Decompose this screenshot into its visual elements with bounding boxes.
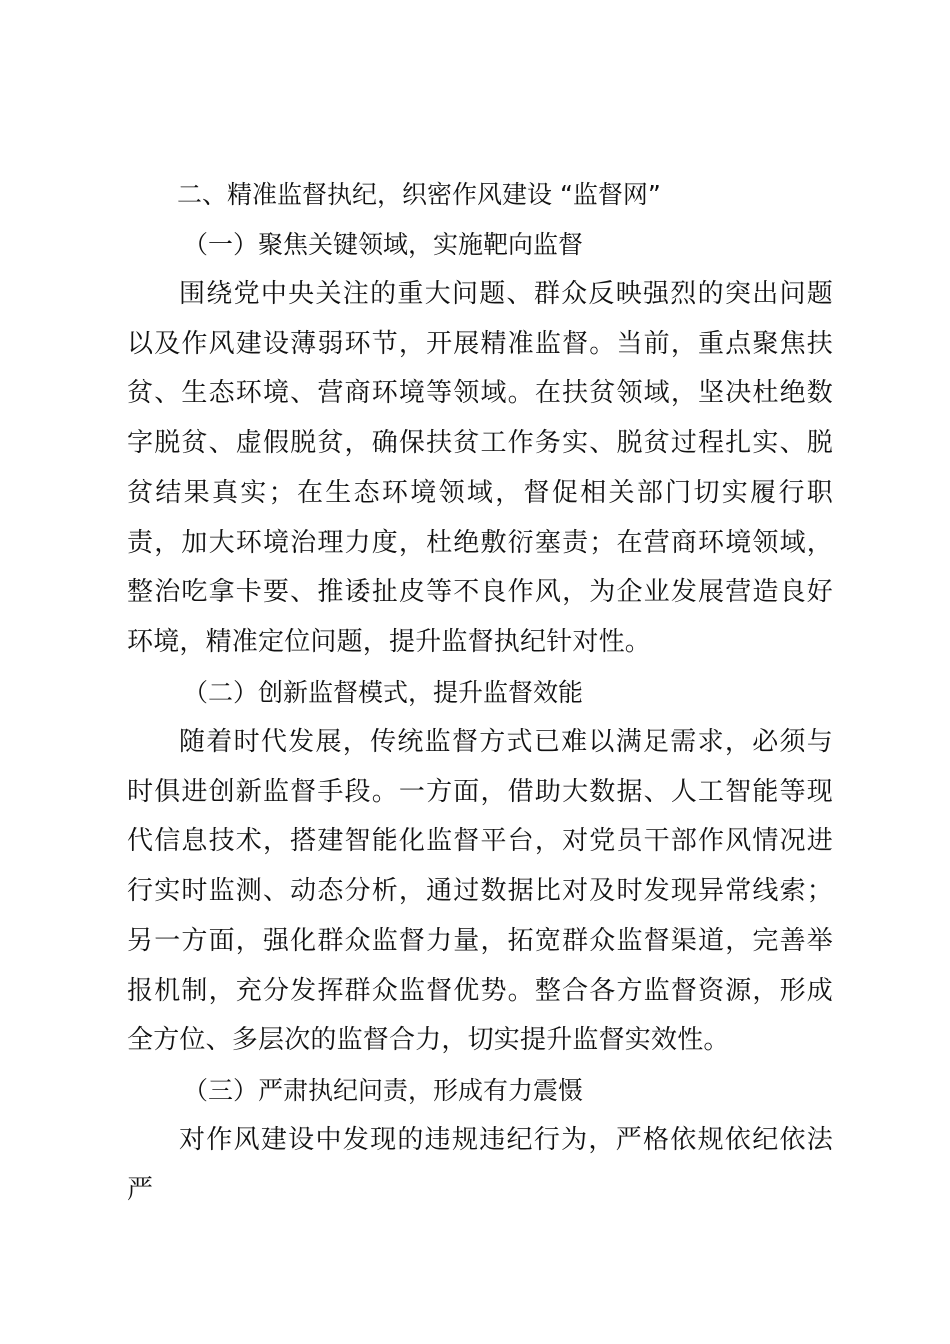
- subsection-1-paragraph: 围绕党中央关注的重大问题、群众反映强烈的突出问题以及作风建设薄弱环节，开展精准监督。当前，重点聚焦扶贫、生态环境、营商环境等领域。在扶贫领域，坚决杜绝数字脱贫、虚假脱贫，确保扶贫工作务实、脱贫过程扎实、脱贫结果真实；在生态环境领域，督促相关部门切实履行职责，加大环境治理力度，杜绝敷衍塞责；在营商环境领域，整治吃拿卡要、推诿扯皮等不良作风，为企业发展营造良好环境，精准定位问题，提升监督执纪针对性。: [127, 279, 833, 657]
- section-heading: 二、精准监督执纪，织密作风建设 “监督网”: [177, 180, 661, 209]
- subsection-3-heading: （三）严肃执纪问责，形成有力震慑: [183, 1076, 584, 1105]
- subsection-2-paragraph: 随着时代发展，传统监督方式已难以满足需求，必须与时俱进创新监督手段。一方面，借助大数据、人工智能等现代信息技术，搭建智能化监督平台，对党员干部作风情况进行实时监测、动态分析，通过数据比对及时发现异常线索；另一方面，强化群众监督力量，拓宽群众监督渠道，完善举报机制，充分发挥群众监督优势。整合各方监督资源，形成全方位、多层次的监督合力，切实提升监督实效性。: [127, 727, 833, 1056]
- subsection-3-paragraph: 对作风建设中发现的违规违纪行为，严格依规依纪依法严: [127, 1125, 833, 1205]
- subsection-2-heading: （二）创新监督模式，提升监督效能: [183, 678, 584, 707]
- subsection-1-heading: （一）聚焦关键领域，实施靶向监督: [183, 230, 584, 259]
